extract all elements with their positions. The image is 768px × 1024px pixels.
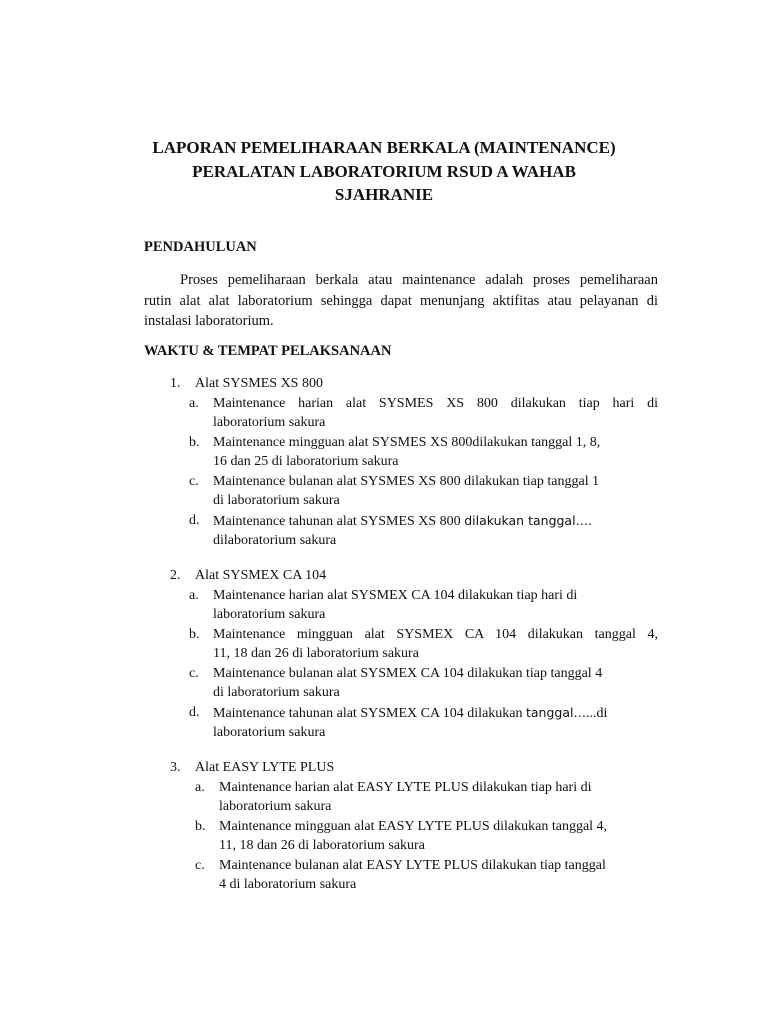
- item-letter: b.: [195, 818, 206, 834]
- item-line: Maintenance harian alat EASY LYTE PLUS dilakukan tiap hari di: [219, 779, 592, 795]
- item-line: laboratorium sakura: [213, 415, 326, 430]
- section-number: 1.: [170, 376, 181, 391]
- title-line: PERALATAN LABORATORIUM RSUD A WAHAB: [192, 161, 576, 181]
- item-line: Maintenance bulanan alat SYSMES XS 800 dilakukan tiap tanggal 1: [213, 473, 600, 489]
- section-title: [170, 566, 658, 586]
- list-item: [170, 433, 658, 472]
- item-text: Maintenance tahunan alat SYSMEX CA 104 dilakukan: [213, 705, 526, 721]
- section-number: 3.: [170, 760, 181, 775]
- item-letter: a.: [189, 395, 199, 411]
- item-letter: c.: [189, 473, 199, 489]
- item-line: laboratorium sakura: [213, 725, 326, 740]
- section-title: [170, 758, 658, 778]
- list-item: [170, 664, 658, 703]
- item-letter: a.: [189, 587, 199, 603]
- item-line: Maintenance harian alat SYSMEX CA 104 dilakukan tiap hari di: [213, 587, 578, 603]
- item-line: [213, 511, 658, 532]
- intro-heading: PENDAHULUAN: [144, 239, 257, 255]
- item-text: ...di: [586, 705, 608, 721]
- item-line: 16 dan 25 di laboratorium sakura: [213, 454, 399, 469]
- section-title-text: Alat SYSMEX CA 104: [195, 568, 327, 583]
- section-easy-lyte-plus: [170, 758, 658, 895]
- title-line: SJAHRANIE: [334, 185, 434, 204]
- list-item: [170, 625, 658, 664]
- item-line: di laboratorium sakura: [213, 685, 340, 700]
- item-line: [213, 703, 658, 724]
- item-line: laboratorium sakura: [213, 607, 326, 622]
- item-line: 4 di laboratorium sakura: [219, 877, 357, 892]
- list-item: [170, 472, 658, 511]
- item-letter: c.: [189, 665, 199, 681]
- item-text-sans: tanggal…: [526, 704, 586, 720]
- item-line: 11, 18 dan 26 di laboratorium sakura: [213, 646, 419, 661]
- list-item: [170, 817, 658, 856]
- item-line: 11, 18 dan 26 di laboratorium sakura: [219, 838, 425, 853]
- list-item: [170, 778, 658, 817]
- schedule-heading: WAKTU & TEMPAT PELAKSANAAN: [144, 343, 392, 359]
- item-letter: a.: [195, 779, 205, 795]
- item-letter: d.: [189, 512, 200, 528]
- section-title-text: Alat EASY LYTE PLUS: [195, 760, 335, 775]
- item-line: Maintenance harian alat SYSMES XS 800 dilakukan tiap hari di: [213, 395, 658, 411]
- paragraph-line: instalasi laboratorium.: [144, 313, 274, 329]
- title-line: LAPORAN PEMELIHARAAN BERKALA (MAINTENANCE): [152, 138, 616, 157]
- document-title: [110, 136, 658, 207]
- item-line: Maintenance mingguan alat EASY LYTE PLUS dilakukan tanggal 4,: [219, 818, 608, 834]
- paragraph-line: Proses pemeliharaan berkala atau maintenance adalah proses pemeliharaan: [180, 272, 658, 288]
- item-letter: d.: [189, 704, 200, 720]
- item-letter: c.: [195, 857, 205, 873]
- section-number: 2.: [170, 568, 181, 583]
- item-line: Maintenance bulanan alat EASY LYTE PLUS dilakukan tiap tanggal: [219, 857, 606, 873]
- item-letter: b.: [189, 434, 200, 450]
- paragraph-line: rutin alat alat laboratorium sehingga dapat menunjang aktifitas atau pelayanan di: [144, 292, 658, 309]
- section-sysmes-xs-800: [170, 374, 658, 551]
- intro-paragraph: [144, 270, 658, 332]
- list-item: [170, 394, 658, 433]
- item-line: laboratorium sakura: [219, 799, 332, 814]
- section-title-text: Alat SYSMES XS 800: [195, 376, 323, 391]
- item-line: dilaboratorium sakura: [213, 533, 337, 548]
- item-line: di laboratorium sakura: [213, 493, 340, 508]
- list-item: [170, 586, 658, 625]
- item-text-sans: dilakukan tanggal….: [464, 512, 593, 528]
- item-line: Maintenance mingguan alat SYSMES XS 800dilakukan tanggal 1, 8,: [213, 434, 601, 450]
- list-item: [170, 511, 658, 551]
- section-title: [170, 374, 658, 394]
- item-line: Maintenance mingguan alat SYSMEX CA 104 dilakukan tanggal 4,: [213, 626, 658, 642]
- item-line: Maintenance bulanan alat SYSMEX CA 104 dilakukan tiap tanggal 4: [213, 665, 603, 681]
- list-item: [170, 856, 658, 895]
- item-text: Maintenance tahunan alat SYSMES XS 800: [213, 513, 465, 529]
- section-sysmex-ca-104: [170, 566, 658, 743]
- item-letter: b.: [189, 626, 200, 642]
- list-item: [170, 703, 658, 743]
